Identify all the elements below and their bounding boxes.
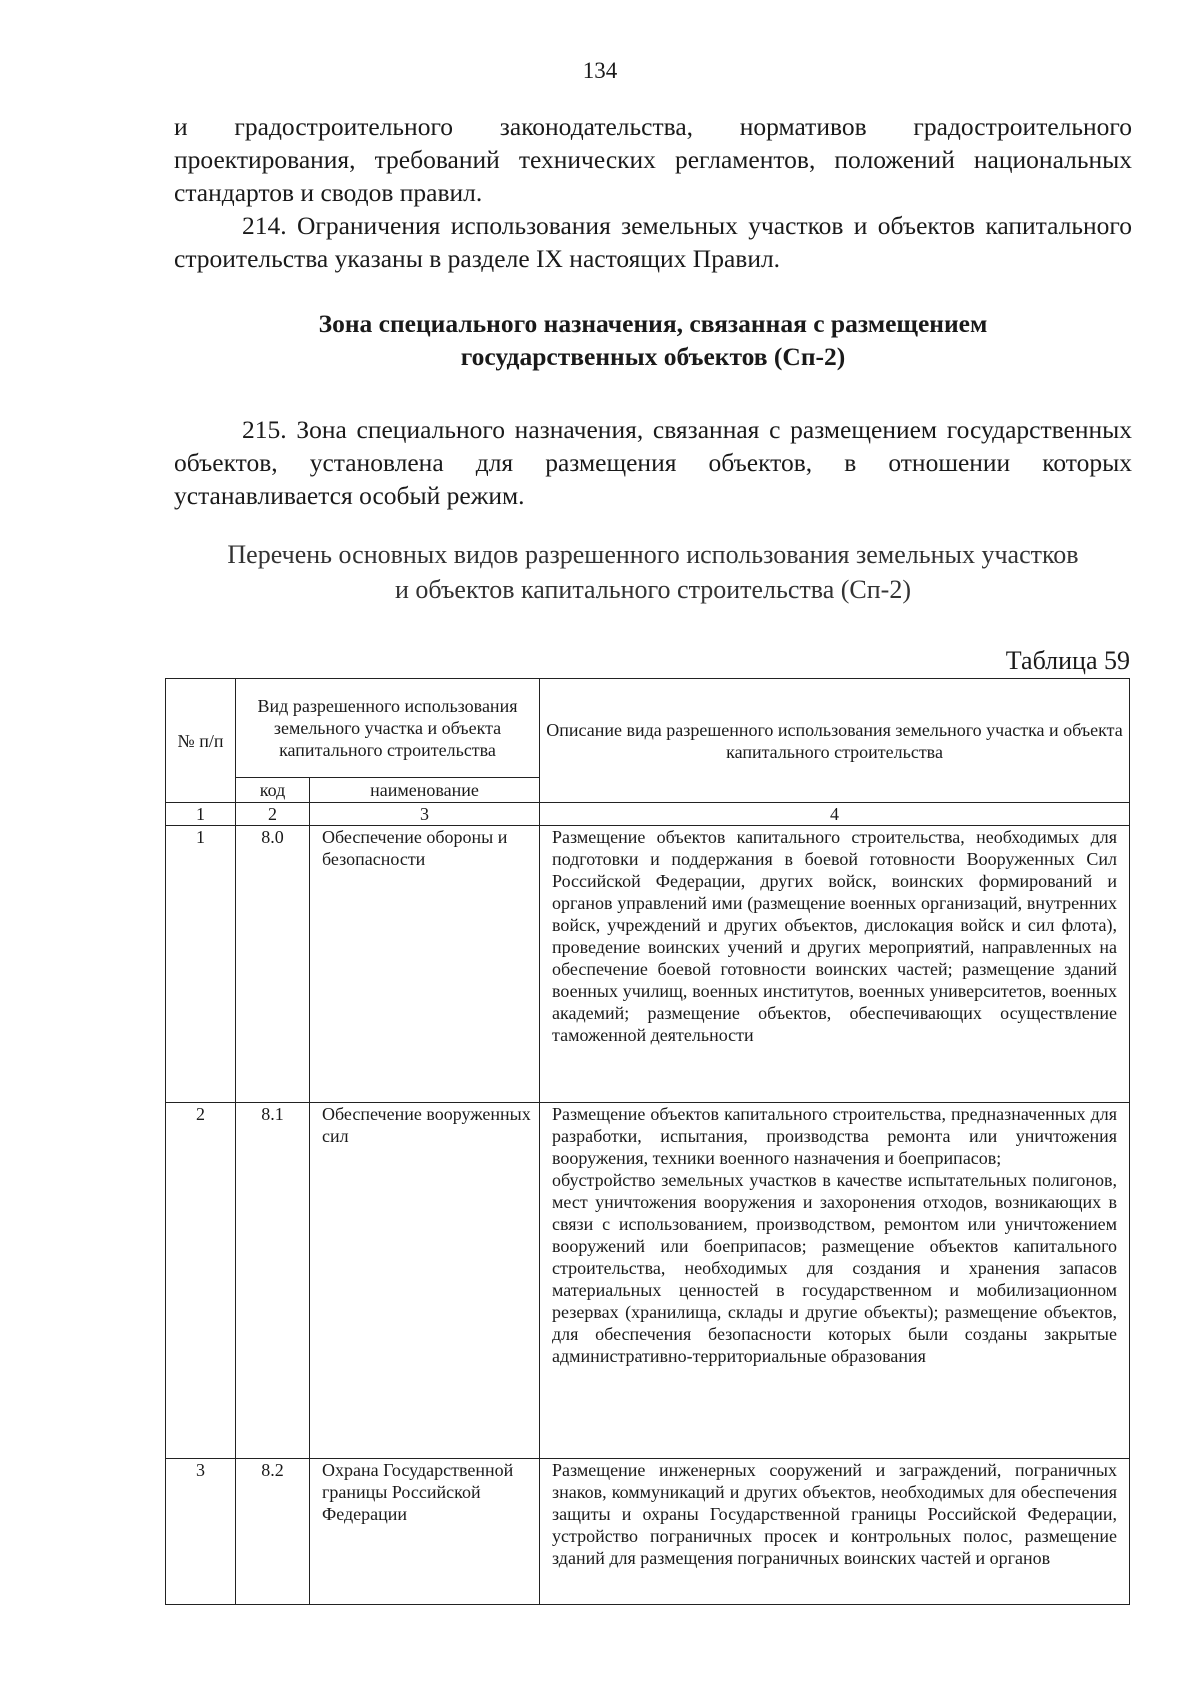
paragraph-214: 214. Ограничения использования земельных участков и объектов капитального строительства указаны в разделе IX настоящих Правил. [174,211,1132,273]
page-number: 134 [582,58,618,83]
header-kind: Вид разрешенного использования земельного участка и объекта капитального строительства [236,679,540,778]
row-name: Обеспечение обороны и безопасности [310,826,540,1103]
description-paragraph: Размещение объектов капитального строительства, предназначенных для разработки, испытания, производства ремонта или уничтожения вооружения, техники военного назначения и боеприпасов; [552,1104,1118,1168]
row-name: Обеспечение вооруженных сил [310,1103,540,1459]
paragraph-continuation: и градостроительного законодательства, нормативов градостроительного проектирования, требований технических регламентов, положений национальных стандартов и сводов правил. [174,112,1132,207]
section-heading-line2: государственных объектов (Сп-2) [460,342,846,371]
column-number: 4 [540,803,1130,826]
description-paragraph: Размещение инженерных сооружений и заграждений, пограничных знаков, коммуникаций и других объектов, необходимых для обеспечения защиты и охраны Государственной границы Российской Федерации, устройство пограничных просек и контрольных полос, размещение зданий для размещения пограничных воинских частей и органов [552,1460,1118,1568]
list-title-line2: и объектов капитального строительства (Сп-2) [394,575,911,604]
table-header-row [166,679,1130,778]
section-heading-line1: Зона специального назначения, связанная с размещением [318,309,988,338]
header-num: № п/п [166,679,236,803]
row-num: 1 [166,826,236,1103]
table-caption: Таблица 59 [1005,646,1130,675]
row-name: Охрана Государственной границы Российской Федерации [310,1459,540,1605]
column-number: 3 [310,803,540,826]
header-name: наименование [310,778,540,803]
table-row [166,1459,1130,1605]
column-number: 1 [166,803,236,826]
paragraph-215: 215. Зона специального назначения, связанная с размещением государственных объектов, установлена для размещения объектов, в отношении которых устанавливается особый режим. [174,415,1132,510]
description-paragraph: обустройство земельных участков в качестве испытательных полигонов, мест уничтожения вооружения и захоронения отходов, возникающих в связи с использованием, производством, ремонтом или уничтожением вооружений или боеприпасов; размещение объектов капитального строительства, необходимых для создания и хранения запасов материальных ценностей в государственном и мобилизационном резервах (хранилища, склады и другие объекты); размещение объектов, для обеспечения безопасности которых были созданы закрытые административно-территориальные образования [552,1170,1118,1366]
list-title-line1: Перечень основных видов разрешенного использования земельных участков [227,540,1079,569]
table-row [166,1103,1130,1459]
row-code: 8.1 [236,1103,310,1459]
row-code: 8.2 [236,1459,310,1605]
row-code: 8.0 [236,826,310,1103]
row-description [540,826,1130,1103]
row-description [540,1459,1130,1605]
row-description [540,1103,1130,1459]
row-num: 3 [166,1459,236,1605]
table-row [166,826,1130,1103]
header-code: код [236,778,310,803]
column-number-row [166,803,1130,826]
row-num: 2 [166,1103,236,1459]
header-description: Описание вида разрешенного использования земельного участка и объекта капитального строительства [540,679,1130,803]
description-paragraph: Размещение объектов капитального строительства, необходимых для подготовки и поддержания в боевой готовности Вооруженных Сил Российской Федерации, других войск, воинских формирований и органов управлений ими (размещение военных организаций, внутренних войск, учреждений и других объектов, дислокация войск и сил флота), проведение воинских учений и других мероприятий, направленных на обеспечение боевой готовности воинских частей; размещение зданий военных училищ, военных институтов, военных университетов, военных академий; размещение объектов, обеспечивающих осуществление таможенной деятельности [552,827,1118,1045]
permitted-use-table [165,678,1130,1605]
column-number: 2 [236,803,310,826]
